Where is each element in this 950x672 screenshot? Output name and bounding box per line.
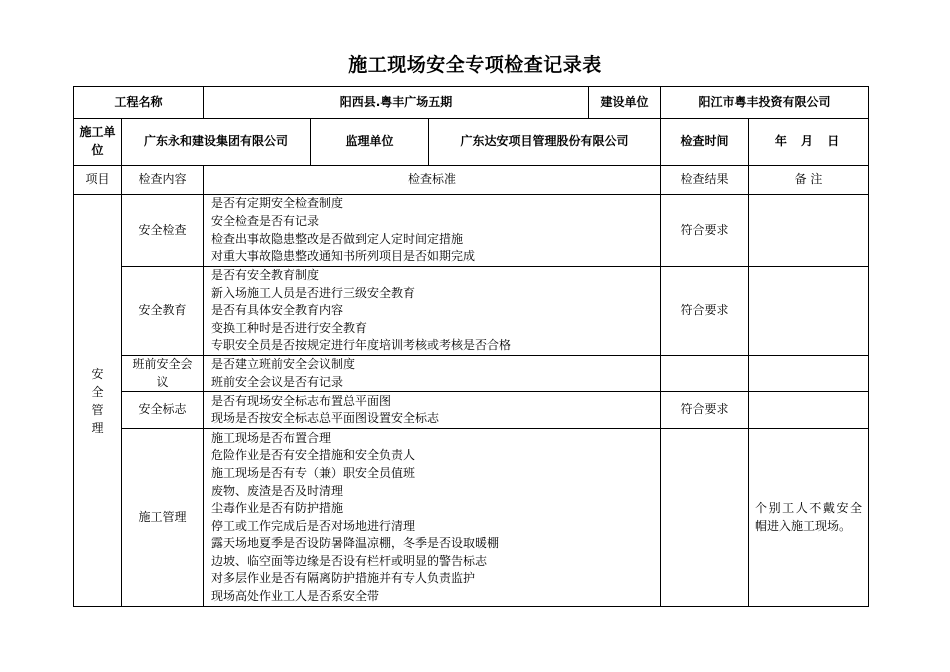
check-remark [749, 356, 869, 392]
col-item: 项目 [74, 166, 122, 195]
contractor-value: 广东永和建设集团有限公司 [122, 119, 311, 166]
project-value: 阳西县.粤丰广场五期 [204, 87, 589, 119]
table-row [74, 267, 869, 356]
inspection-table [73, 86, 869, 607]
table-row [74, 429, 869, 607]
check-standard: 是否有现场安全标志布置总平面图 现场是否按安全标志总平面图设置安全标志 [204, 392, 661, 429]
col-content: 检查内容 [122, 166, 204, 195]
col-standard: 检查标准 [204, 166, 661, 195]
col-result: 检查结果 [661, 166, 749, 195]
check-content: 安全教育 [122, 267, 204, 356]
check-remark [749, 267, 869, 356]
check-standard: 施工现场是否布置合理 危险作业是否有安全措施和安全负责人 施工现场是否有专（兼）职安全员值班 废物、废渣是否及时清理 尘毒作业是否有防护措施 停工或工作完成后是否对场地进行清理 露天场地夏季是否设防暑降温凉棚，冬季是否设取暖棚 边坡、临空面等边缘是否设有栏杆或明显的警告标志 对多层作业是否有隔离防护措施并有专人负责监护 现场高处作业工人是否系安全带 [204, 429, 661, 607]
page-title: 施工现场安全专项检查记录表 [348, 54, 602, 76]
check-standard: 是否有安全教育制度 新入场施工人员是否进行三级安全教育 是否有具体安全教育内容 变换工种时是否进行安全教育 专职安全员是否按规定进行年度培训考核或考核是否合格 [204, 267, 661, 356]
project-label: 工程名称 [74, 87, 204, 119]
category-cell: 安 全 管 理 [74, 195, 122, 607]
check-remark: 个别工人不戴安全帽进入施工现场。 [749, 429, 869, 607]
column-header-row [74, 166, 869, 195]
check-content: 班前安全会议 [122, 356, 204, 392]
owner-label: 建设单位 [589, 87, 661, 119]
supervisor-label: 监理单位 [311, 119, 429, 166]
check-result: 符合要求 [661, 195, 749, 267]
check-result: 符合要求 [661, 267, 749, 356]
date-value: 年 月 日 [749, 119, 869, 166]
check-result [661, 429, 749, 607]
check-remark [749, 195, 869, 267]
date-label: 检查时间 [661, 119, 749, 166]
check-remark [749, 392, 869, 429]
check-result [661, 356, 749, 392]
project-row [74, 87, 869, 119]
check-standard: 是否建立班前安全会议制度 班前安全会议是否有记录 [204, 356, 661, 392]
supervisor-value: 广东达安项目管理股份有限公司 [429, 119, 661, 166]
check-content: 施工管理 [122, 429, 204, 607]
col-remark: 备 注 [749, 166, 869, 195]
check-content: 安全标志 [122, 392, 204, 429]
table-row [74, 195, 869, 267]
contractor-label: 施工单位 [74, 119, 122, 166]
check-content: 安全检查 [122, 195, 204, 267]
table-row [74, 392, 869, 429]
check-result: 符合要求 [661, 392, 749, 429]
table-row [74, 356, 869, 392]
check-standard: 是否有定期安全检查制度 安全检查是否有记录 检查出事故隐患整改是否做到定人定时间定措施 对重大事故隐患整改通知书所列项目是否如期完成 [204, 195, 661, 267]
unit-row [74, 119, 869, 166]
owner-value: 阳江市粤丰投资有限公司 [661, 87, 869, 119]
